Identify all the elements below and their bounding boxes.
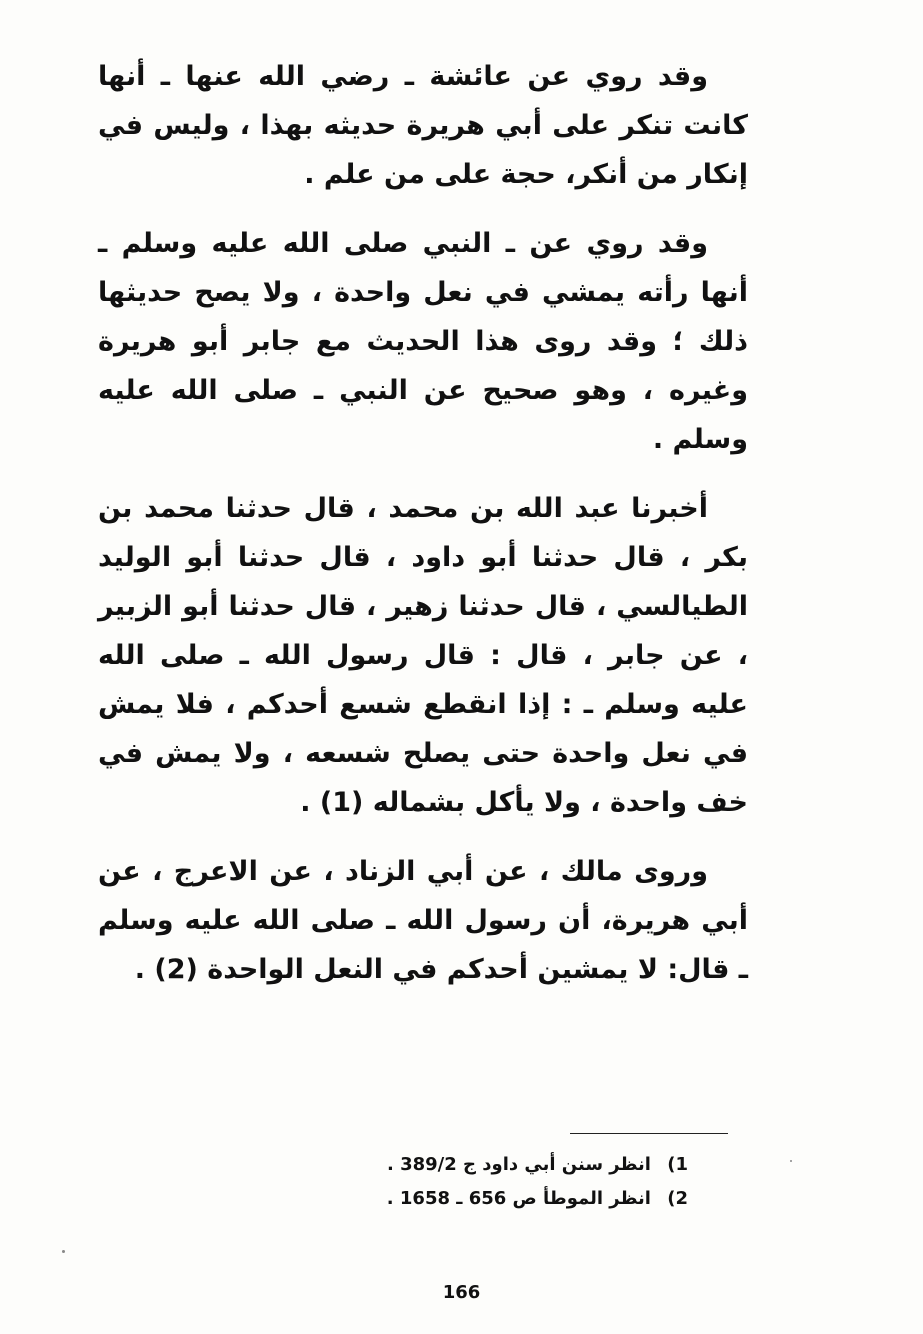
paragraph-2: وقد روي عن ـ النبي صلى الله عليه وسلم ـ أنها رأته يمشي في نعل واحدة ، ولا يصح حديثها ذلك ؛ وقد روى هذا الحديث مع جابر أبو هريرة وغيره ، وهو صحيح عن النبي ـ صلى الله عليه وسلم .	[98, 228, 748, 455]
footnote-text: انظر الموطأ ص 656 ـ 1658 .	[386, 1188, 651, 1209]
footnote-1	[300, 1148, 688, 1182]
page-number: 166	[442, 1282, 481, 1303]
paragraph-1: وقد روي عن عائشة ـ رضي الله عنها ـ أنها كانت تنكر على أبي هريرة حديثه بهذا ، وليس في إنكار من أنكر، حجة على من علم .	[98, 61, 748, 190]
footnotes	[300, 1148, 688, 1216]
footnote-number: 2)	[667, 1188, 688, 1209]
scan-speck	[62, 1250, 65, 1253]
footnote-text: انظر سنن أبي داود ج 389/2 .	[386, 1154, 651, 1175]
footnote-divider	[570, 1133, 728, 1134]
paragraph-4: وروى مالك ، عن أبي الزناد ، عن الاعرج ، عن أبي هريرة، أن رسول الله ـ صلى الله عليه وسلم ـ قال: لا يمشين أحدكم في النعل الواحدة (2) .	[98, 856, 748, 985]
footnote-2	[300, 1182, 688, 1216]
main-text	[98, 52, 748, 1014]
footnote-number: 1)	[667, 1154, 688, 1175]
scan-speck	[790, 1160, 792, 1162]
paragraph-3: أخبرنا عبد الله بن محمد ، قال حدثنا محمد بن بكر ، قال حدثنا أبو داود ، قال حدثنا أبو الوليد الطيالسي ، قال حدثنا زهير ، قال حدثنا أبو الزبير ، عن جابر ، قال : قال رسول الله ـ صلى الله عليه وسلم ـ : إذا انقطع شسع أحدكم ، فلا يمش في نعل واحدة حتى يصلح شسعه ، ولا يمش في خف واحدة ، ولا يأكل بشماله (1) .	[98, 493, 748, 818]
